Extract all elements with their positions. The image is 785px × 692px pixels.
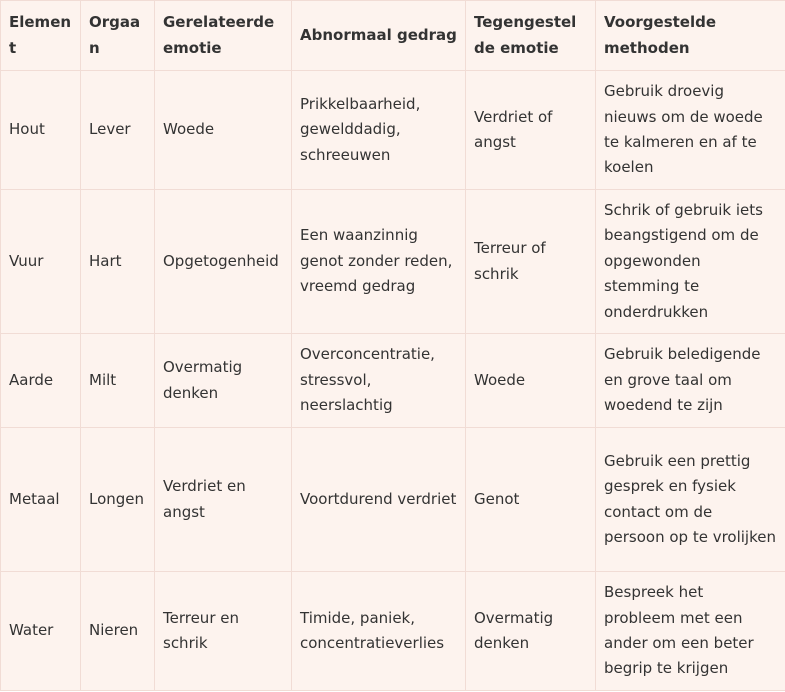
cell-suggested-methods: Bespreek het probleem met een ander om een beter begrip te krijgen bbox=[596, 572, 785, 691]
cell-element: Aarde bbox=[1, 334, 81, 428]
cell-suggested-methods: Gebruik een prettig gesprek en fysiek contact om de persoon op te vrolijken bbox=[596, 428, 785, 572]
cell-element: Water bbox=[1, 572, 81, 691]
cell-suggested-methods: Gebruik beledigende en grove taal om woedend te zijn bbox=[596, 334, 785, 428]
cell-related-emotion: Terreur en schrik bbox=[155, 572, 292, 691]
cell-suggested-methods: Gebruik droevig nieuws om de woede te kalmeren en af te koelen bbox=[596, 71, 785, 190]
cell-organ: Hart bbox=[81, 190, 155, 334]
table-row bbox=[1, 190, 785, 334]
cell-abnormal-behavior: Voortdurend verdriet bbox=[292, 428, 466, 572]
cell-related-emotion: Overmatig denken bbox=[155, 334, 292, 428]
cell-abnormal-behavior: Timide, paniek, concentratieverlies bbox=[292, 572, 466, 691]
header-abnormal-behavior: Abnormaal gedrag bbox=[292, 1, 466, 71]
header-related-emotion: Gerelateerde emotie bbox=[155, 1, 292, 71]
header-element: Element bbox=[1, 1, 81, 71]
header-opposite-emotion: Tegengestelde emotie bbox=[466, 1, 596, 71]
cell-related-emotion: Verdriet en angst bbox=[155, 428, 292, 572]
cell-opposite-emotion: Genot bbox=[466, 428, 596, 572]
cell-organ: Milt bbox=[81, 334, 155, 428]
cell-opposite-emotion: Verdriet of angst bbox=[466, 71, 596, 190]
cell-element: Vuur bbox=[1, 190, 81, 334]
cell-organ: Lever bbox=[81, 71, 155, 190]
table-row bbox=[1, 428, 785, 572]
cell-abnormal-behavior: Een waanzinnig genot zonder reden, vreemd gedrag bbox=[292, 190, 466, 334]
cell-organ: Longen bbox=[81, 428, 155, 572]
cell-opposite-emotion: Woede bbox=[466, 334, 596, 428]
header-row bbox=[1, 1, 785, 71]
header-suggested-methods: Voorgestelde methoden bbox=[596, 1, 785, 71]
cell-related-emotion: Woede bbox=[155, 71, 292, 190]
cell-suggested-methods: Schrik of gebruik iets beangstigend om de opgewonden stemming te onderdrukken bbox=[596, 190, 785, 334]
table-row bbox=[1, 334, 785, 428]
cell-abnormal-behavior: Overconcentratie, stressvol, neerslachtig bbox=[292, 334, 466, 428]
cell-opposite-emotion: Terreur of schrik bbox=[466, 190, 596, 334]
cell-abnormal-behavior: Prikkelbaarheid, gewelddadig, schreeuwen bbox=[292, 71, 466, 190]
cell-element: Metaal bbox=[1, 428, 81, 572]
cell-organ: Nieren bbox=[81, 572, 155, 691]
cell-related-emotion: Opgetogenheid bbox=[155, 190, 292, 334]
header-organ: Orgaan bbox=[81, 1, 155, 71]
cell-opposite-emotion: Overmatig denken bbox=[466, 572, 596, 691]
table-row bbox=[1, 572, 785, 691]
cell-element: Hout bbox=[1, 71, 81, 190]
table-row bbox=[1, 71, 785, 190]
